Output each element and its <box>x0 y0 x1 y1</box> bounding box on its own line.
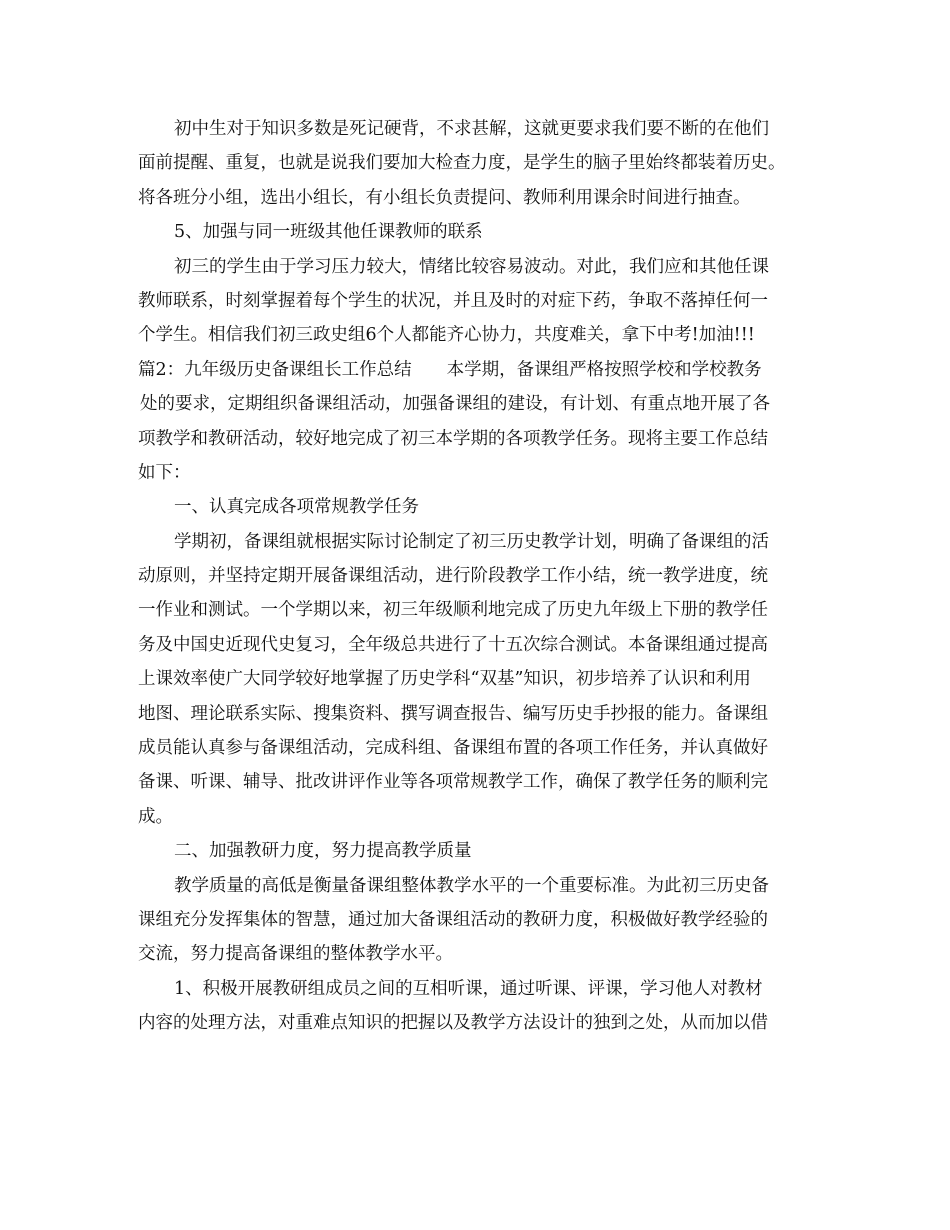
text-line: 如下： <box>138 462 191 483</box>
text-line: 初中生对于知识多数是死记硬背，不求甚解，这就更要求我们要不断的在他们 <box>174 119 769 139</box>
text-line: 教学质量的高低是衡量备课组整体教学水平的一个重要标准。为此初三历史备 <box>174 875 769 896</box>
text-line: 动原则，并坚持定期开展备课组活动，进行阶段教学工作小结，统一教学进度，统 <box>138 566 768 587</box>
section-heading: 一、认真完成各项常规教学任务 <box>174 497 419 518</box>
text-line: 成员能认真参与备课组活动，完成科组、备课组布置的各项工作任务，并认真做好 <box>138 738 768 759</box>
text-line: 学期初，备课组就根据实际讨论制定了初三历史教学计划，明确了备课组的活 <box>174 531 769 552</box>
text-line: 交流，努力提高备课组的整体教学水平。 <box>138 944 453 965</box>
section-heading: 二、加强教研力度，努力提高教学质量 <box>174 841 472 862</box>
text-line: 项教学和教研活动，较好地完成了初三本学期的各项教学任务。现将主要工作总结 <box>138 428 768 449</box>
text-line: 一作业和测试。一个学期以来，初三年级顺利地完成了历史九年级上下册的教学任 <box>138 600 768 621</box>
text-line: 课组充分发挥集体的智慧，通过加大备课组活动的教研力度，积极做好教学经验的 <box>138 909 768 930</box>
text-line: 内容的处理方法，对重难点知识的把握以及教学方法设计的独到之处，从而加以借 <box>138 1013 768 1034</box>
text-line: 教师联系，时刻掌握着每个学生的状况，并且及时的对症下药，争取不落掉任何一 <box>138 290 768 311</box>
text-line: 个学生。相信我们初三政史组6个人都能齐心协力，共度难关，拿下中考!加油!!! <box>138 325 755 346</box>
text-line: 处的要求，定期组织备课组活动，加强备课组的建设，有计划、有重点地开展了各 <box>140 394 770 415</box>
text-line: 1、积极开展教研组成员之间的互相听课，通过听课、评课，学习他人对教材 <box>174 978 763 999</box>
document-body <box>138 112 823 1041</box>
text-line: 备课、听课、辅导、批改讲评作业等各项常规教学工作，确保了教学任务的顺利完 <box>138 772 768 793</box>
text-line: 上课效率使广大同学较好地掌握了历史学科“双基”知识，初步培养了认识和利用 <box>138 669 751 690</box>
text-line: 地图、理论联系实际、搜集资料、撰写调查报告、编写历史手抄报的能力。备课组 <box>138 703 768 724</box>
text-line: 成。 <box>138 806 173 827</box>
text-line: 务及中国史近现代史复习，全年级总共进行了十五次综合测试。本备课组通过提高 <box>138 634 768 655</box>
article-title-line: 篇2：九年级历史备课组长工作总结 本学期，备课组严格按照学校和学校教务 <box>138 359 762 380</box>
section-heading: 5、加强与同一班级其他任课教师的联系 <box>174 222 483 243</box>
text-line: 将各班分小组，选出小组长，有小组长负责提问、教师利用课余时间进行抽查。 <box>138 187 751 208</box>
text-line: 面前提醒、重复，也就是说我们要加大检查力度，是学生的脑子里始终都装着历史。 <box>138 153 786 174</box>
text-line: 初三的学生由于学习压力较大，情绪比较容易波动。对此，我们应和其他任课 <box>174 256 769 277</box>
